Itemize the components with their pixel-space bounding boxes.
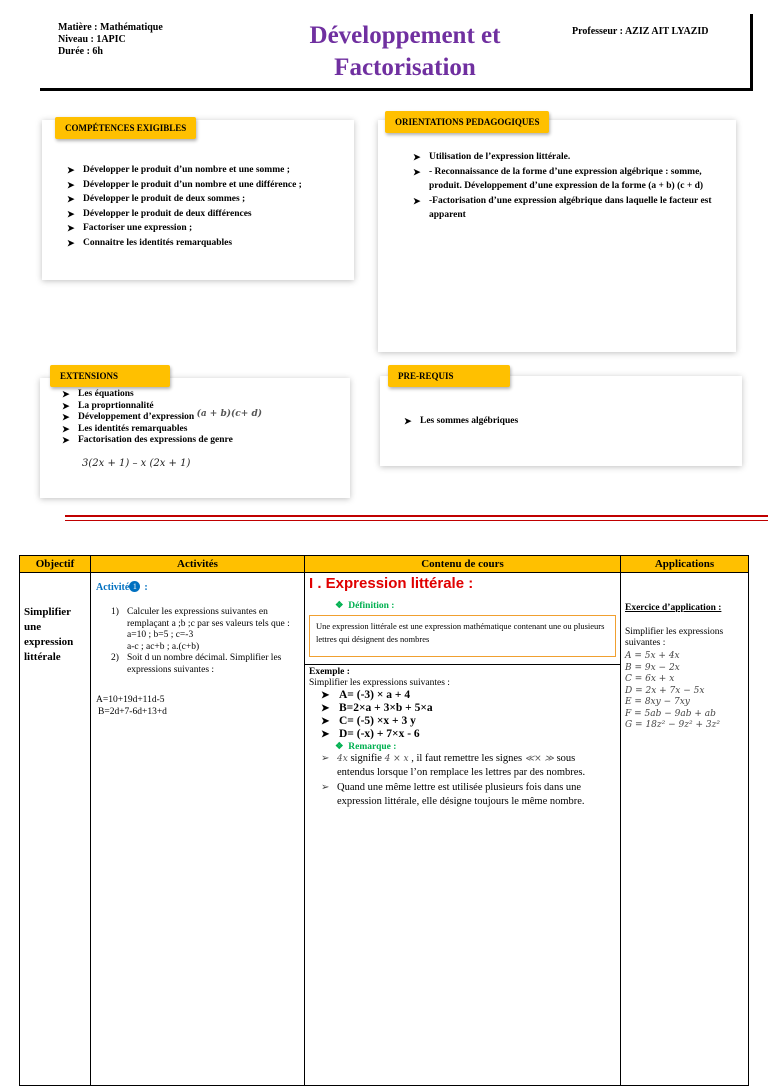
header-objectif: Objectif [20, 556, 91, 573]
activite-heading: Activité 1 : [96, 581, 148, 593]
list-item: ➤ Factorisation des expressions de genre [62, 435, 347, 447]
list-item: ➢ 4x signifie 4 × x , il faut remettre les signes ≪× ≫ sous entendus lorsque l’on remplace les lettres par des nombres. [305, 752, 620, 780]
activite-expressions: A=10+19d+11d-5 B=2d+7-6d+13+d [96, 695, 167, 717]
list-item: C = 6x + x [625, 674, 675, 684]
table-header-row [20, 556, 749, 573]
applications-cell [621, 573, 749, 1086]
page-title [260, 20, 550, 84]
list-item: B = 9x − 2x [625, 662, 680, 673]
list-item: ➤ Les équations [62, 389, 347, 401]
list-item: F = 5ab − 9ab + ab [625, 708, 716, 719]
list-item: ➤ Les identités remarquables [62, 424, 347, 436]
table-row [20, 573, 749, 1086]
list-item: ➤ Factoriser une expression ; [67, 221, 352, 236]
list-item: A = 5x + 4x [625, 651, 680, 661]
prerequis-tag: PRE-REQUIS [388, 365, 510, 387]
prerequis-list [404, 414, 704, 429]
dev-expression: (a + b)(c+ d) [196, 409, 262, 419]
header-applications: Applications [621, 556, 749, 573]
orientations-tag: ORIENTATIONS PEDAGOGIQUES [385, 111, 549, 133]
list-item: ➤ C= (-5) ×x + 3 y [305, 715, 620, 728]
professeur-label: Professeur : AZIZ AIT LYAZID [572, 26, 709, 37]
list-item: ➤ Développement d’expression (a + b)(c+ d) [62, 412, 347, 424]
orientations-list [413, 150, 725, 223]
list-item: G = 18z² − 9z² + 3z² [625, 720, 720, 730]
list-item: ➤ La proprtionnalité [62, 401, 347, 413]
remarque-list [305, 752, 620, 809]
objectif-cell: Simplifier une expression littérale [20, 573, 91, 1086]
title-line-2: Factorisation [334, 54, 476, 81]
exemple-section: Exemple : Simplifier les expressions suivantes : [305, 664, 620, 689]
divider [65, 515, 768, 517]
list-item: ➤ Développer le produit de deux différences [67, 207, 352, 222]
cours-cell [305, 573, 621, 1086]
list-item: ➤ Utilisation de l’expression littérale. [413, 150, 725, 165]
matiere-label: Matière : Mathématique [58, 22, 163, 33]
extensions-tag: EXTENSIONS [50, 365, 170, 387]
niveau-label: Niveau : 1APIC [58, 34, 126, 45]
competences-list [67, 163, 352, 250]
list-item: ➢ Quand une même lettre est utilisée plusieurs fois dans une expression littérale, elle désigne toujours le même nombre. [305, 781, 620, 809]
list-item: ➤ - Reconnaissance de la forme d’une expression algébrique : somme, produit. Développement d’une expression de la forme (a + b) (c + d) [413, 165, 725, 194]
list-item: ➤ Développer le produit de deux sommes ; [67, 192, 352, 207]
duree-label: Durée : 6h [58, 46, 103, 57]
definition-heading: ❖ Définition : [335, 601, 395, 611]
list-item: E = 8xy − 7xy [625, 697, 690, 707]
definition-box: Une expression littérale est une expression mathématique contenant une ou plusieurs lettres qui désignent des nombres [309, 615, 616, 657]
activites-cell [91, 573, 305, 1086]
activity-number-badge: 1 [129, 581, 140, 592]
list-item: ➤ A= (-3) × a + 4 [305, 689, 620, 702]
list-item: ➤ Développer le produit d’un nombre et une différence ; [67, 178, 352, 193]
list-item: D = 2x + 7x − 5x [625, 685, 705, 696]
exemple-list [305, 689, 620, 741]
course-table [19, 555, 749, 1086]
header-activites: Activités [91, 556, 305, 573]
remarque-heading: ❖ Remarque : [335, 742, 397, 752]
list-item: ➤ Développer le produit d’un nombre et une somme ; [67, 163, 352, 178]
exercice-title: Exercice d’application : [625, 603, 722, 613]
list-item: ➤ -Factorisation d’une expression algébrique dans laquelle le facteur est apparent [413, 194, 725, 223]
competences-tag: COMPÉTENCES EXIGIBLES [55, 117, 196, 139]
list-item: ➤ B=2×a + 3×b + 5×a [305, 702, 620, 715]
list-item: ➤ Les sommes algébriques [404, 414, 704, 429]
title-line-1: Développement et [309, 22, 501, 49]
activite-body [91, 595, 304, 676]
list-item: ➤ D= (-x) + 7×x - 6 [305, 728, 620, 741]
cours-title: I . Expression littérale : [309, 575, 474, 592]
list-item: ➤ Connaitre les identités remarquables [67, 236, 352, 251]
question-1: 1) Calculer les expressions suivantes en remplaçant a ;b ;c par ses valeurs tels que : a=10 ; b=5 ; c=-3 a-c ; ac+b ; a.(c+b) [111, 607, 290, 652]
exercice-intro: Simplifier les expressions suivantes : [625, 627, 724, 648]
header-contenu: Contenu de cours [305, 556, 621, 573]
extensions-list [62, 389, 347, 447]
header-info [58, 22, 163, 58]
exercice-expressions [621, 649, 748, 732]
divider [65, 520, 768, 521]
question-2: 2) Soit d un nombre décimal. Simplifier les expressions suivantes : [111, 653, 282, 675]
genre-expression: 3(2x + 1) – x (2x + 1) [82, 458, 191, 469]
